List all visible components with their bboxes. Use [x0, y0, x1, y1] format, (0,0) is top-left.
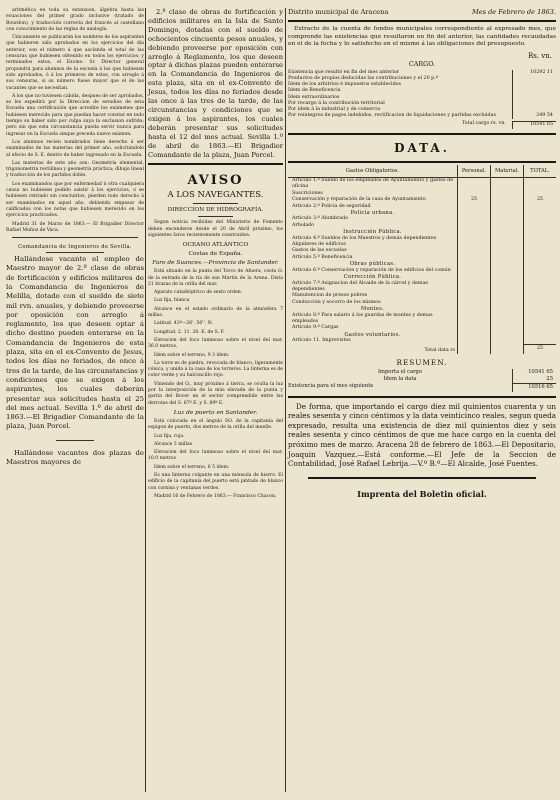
cargo-total-label: Total cargo rs. vn.: [461, 121, 506, 127]
paragraph: Ídem sobre el terreno, 6 5 ídem.: [154, 464, 230, 470]
lighthouse-description: [148, 269, 283, 407]
cargo-label: Productos de propios deducidas las contribuciones y el 20 p.º: [288, 75, 439, 81]
data-t-value: [524, 281, 557, 294]
navegantes-title: A LOS NAVEGANTES.: [167, 190, 264, 201]
data-item-label: Alquileres de edificios: [292, 242, 346, 248]
data-title: DATA.: [394, 140, 450, 155]
resumen-label: Ídem la data: [383, 376, 417, 383]
divider: [193, 203, 238, 204]
divider: [198, 216, 233, 217]
paragraph: Alcance en el estado ordinario de la atmósfera 7 millas.: [148, 306, 283, 319]
data-total-label: Total data rs: [424, 347, 455, 353]
data-item-label: Artículo 8.º Para salario á los guardas de montes y demas empleados: [292, 312, 433, 324]
divider: [56, 440, 94, 441]
divider: [308, 477, 536, 479]
direccion-heading: DIRECCION DE HIDROGRAFÍA.: [167, 207, 264, 214]
data-section-heading: Montes.: [360, 306, 385, 313]
data-section-heading: Policía urbana.: [350, 210, 395, 217]
cargo-value: 10292 11: [512, 70, 556, 76]
vacancy-notice-2: Hallándose vacantes dos plazas de Maestros mayores de: [6, 448, 144, 467]
lighthouse-title: Faro de Suances.—Provincia de Santander.: [152, 260, 279, 267]
cargo-label: Por reintegros de pagos indebidos, rectificacion de liquidaciones y partidas excluidas: [288, 113, 496, 119]
paragraph: Latitud. 43º—26'. 50''. N.: [154, 321, 213, 327]
paragraph: Es una linterna colgante en una ménsula de hierro. El edificio de la capitanía del puerto está pintado de blanco con cornisa y ventanas verdes.: [148, 473, 283, 491]
col-header-total: TOTAL.: [524, 165, 557, 178]
cargo-label: Ídem de los arbitrios é impuestos establecidos: [288, 82, 401, 88]
currency-header: Rs. vn.: [527, 51, 552, 60]
col-header-gastos: Gastos Obligatorios.: [288, 165, 458, 178]
column-2: [148, 8, 283, 502]
data-section-heading: Corrección Pública.: [343, 274, 402, 281]
cargo-table: [288, 70, 556, 120]
paragraph: Luz fija, roja.: [154, 433, 185, 439]
paragraph: Los alumnos recien nombrados tiene derecho á ser examinados de las materias del primer año, solicitándolo al efecto de S. E. dentro de haber ingresado en la Escuela.: [6, 139, 144, 158]
data-item-label: Arbolado: [292, 222, 315, 228]
data-item-label: Artículo 6.º Conservacion y reparación de los edificios del común: [292, 267, 451, 273]
exam-rules: [6, 8, 144, 234]
data-item-label: Artículo 1.º Sueldo de los empleados de Ayuntamiento y gastos de oficina: [292, 178, 454, 190]
data-total-value: 25: [524, 345, 557, 354]
column-divider: [145, 8, 146, 792]
divider: [288, 396, 556, 398]
column-divider: [285, 8, 286, 792]
resumen-title: RESUMEN.: [396, 357, 448, 367]
data-item-label: Gastos de las escuelas: [292, 248, 347, 254]
paragraph: Viniendo del O., muy próximo á tierra, se oculta la luz por la interposición de la más elevada de la punta y garita del Bocer en el sector comprendido entre las derrotas del S. 67º E. y S. 89º E.: [148, 381, 283, 406]
col-header-personal: Personal.: [458, 165, 491, 178]
account-extract: Extracto de la cuenta de fondos municipales correspondiente al expresado mes, que comprende las existencias que resultaron en fin del anterior, las cantidades recaudadas en el de la fecha y lo satisfecho en el mismo á las obligaciones del presupuesto.: [288, 26, 556, 48]
paragraph: Las materias de este año son: Geometría elemental, trigonometría rectilínea y geometría práctica; dibujo lineal y traducción de los partidos doble.: [6, 160, 144, 179]
cargo-value: 249 54: [512, 113, 556, 119]
paragraph: Elevacion del foco luminoso sobre el nivel del mar, 10.0 metros: [148, 450, 283, 462]
section-heading: Comandancia de Ingenieros de Sevilla.: [18, 244, 132, 251]
cargo-label: Ídem de Beneficencia: [288, 88, 341, 94]
paragraph: Está colocada en el ángulo SO. de la capitanía del espigon de puerto, dos metros de la orilla del muelle.: [148, 418, 283, 431]
divider: [288, 20, 556, 22]
data-item-label: Conservación y reparación de la casa de Ayuntamiento: [292, 197, 426, 203]
cargo-total-value: 10541 65: [512, 121, 556, 128]
data-item-label: Artículo 9.º Cargas: [292, 325, 339, 331]
data-section-heading: Obras públicas.: [349, 261, 396, 268]
divider: [12, 237, 138, 238]
data-m-value: [491, 178, 524, 191]
paragraph: Elevacion del foco luminoso sobre el nivel del mar, 36.0 metros,: [148, 337, 283, 350]
data-section-heading: Instrucción Pública.: [343, 229, 402, 236]
data-p-value: [458, 178, 491, 191]
harbor-light-title: Luz de puerto en Santander.: [173, 409, 258, 416]
printer-imprint: Imprenta del Boletin oficial.: [357, 488, 487, 499]
divider: [46, 252, 104, 253]
district-header: [288, 8, 556, 16]
data-item-label: Artículo 3.º Alumbrado: [292, 216, 349, 222]
data-p-value: [458, 313, 491, 326]
resumen-value: 10516 65: [512, 383, 556, 391]
divider: [288, 161, 556, 163]
resumen-label: Existencia para el mes siguiente: [288, 383, 374, 390]
data-t-value: 25: [524, 197, 557, 203]
paragraph: Á los que no tuviesen cabida, despues de ser aprobados, se les expedirá por la Direccion de estudios de esta Escuela una certificación que acredite los exámenes que hubiesen merecido para que puedan hacer constar en todo tiempo su haber sido por culpa suya la exclusion sufrida; pero sin que esta circunstancia pueda servir nunca para ingresar en la Escuela sinque preceda nuevo exámen.: [6, 93, 144, 137]
report-month: Mes de Febrero de 1863.: [471, 8, 556, 16]
data-m-value: [491, 281, 524, 294]
paragraph: Aparato catadióptrico de sexto orden.: [154, 290, 243, 296]
cargo-label: Existencia que resultó en fin del mes anterior: [288, 69, 400, 75]
coast-heading: Costas de España.: [188, 251, 243, 258]
aviso-intro: Segun noticia recibidas del Ministerio de Fomento deben encenderse desde el 20 de Abril próximo, los siguientes faros recientemente construidos.: [148, 220, 283, 238]
data-row: [288, 313, 556, 326]
data-item-label: Artículo 7.º Asignacion del Alcaide de la cárcel y demas dependientes: [292, 280, 428, 292]
col-header-material: Material.: [491, 165, 524, 178]
data-item-label: Artículo 11. Imprevistos: [292, 338, 351, 344]
cargo-label: Por recargo á la contribución territorial: [288, 100, 385, 106]
harbor-light-description: [148, 419, 283, 500]
district-name: Distrito municipal de Aracena: [288, 8, 389, 16]
aviso-title: AVISO: [187, 173, 244, 189]
data-row: [288, 178, 556, 191]
data-p-value: 25: [458, 197, 491, 203]
ocean-heading: OCEANO ATLÁNTICO: [182, 242, 249, 249]
vacancy-notice: Hallándose vacante el empleo de Maestro mayor de 2.ª clase de obras de fortificación y edificios militares de la Comandancia de Ingenieros de Melilla, dotado con el sueldo de siete mil rvn. anuales, y debiendo proveerse por oposición con arreglo á reglamento, los que deseen optar á dicho destino pueden enterarse en la Comandancia de Ingenieros de esta plaza, sita en el ex-Convento de Jesus, todos los días no feriados, de once á tres de la tarde, de las circunstancias y condiciones que se exigen á los aspirantes, los cuales deberán presentar sus solicitudes hasta el 25 del mes actual. Sevilla 1.º de abril de 1863.—El Brigadier Comandante de la plaza, Juan Porcel.: [6, 255, 144, 431]
cargo-row: [288, 113, 556, 119]
data-item-label: Manutencion de presos pobres: [292, 293, 368, 299]
cargo-total: [288, 121, 556, 128]
divider: [288, 133, 556, 135]
paragraph: Longitud. 2. 11. 20. E. de S. F.: [154, 329, 225, 335]
cargo-title: CARGO.: [408, 59, 436, 68]
data-m-value: [491, 313, 524, 326]
paragraph: Madrid 16 de Febrero de 1863.— Francisco Chacon.: [154, 493, 277, 499]
data-row: [288, 281, 556, 294]
data-total-row: [288, 345, 556, 354]
paragraph: Ídem sobre el terreno, 9 3 ídem.: [154, 352, 230, 358]
closing-statement: De forma, que importando el cargo diez mil quinientos cuarenta y un reales sesenta y cinco céntimos y la data veinticinco reales, segun queda expresado, resulta una existencia de diez mil quinientos diez y seis reales sesenta y cinco céntimos de que me hace cargo en la cuenta del próximo mes de marzo. Aracena 28 de febrero de 1863.—El Depositario, Joaquin Vazquez.—Está conforme.—El Jefe de la Seccion de Contabilidad, José Rafael Lebrija.—V.º B.º—El Alcalde, José Fuentes.: [288, 401, 556, 469]
resumen-table: [288, 369, 556, 392]
resumen-value: 25: [512, 376, 556, 383]
column-1: [6, 8, 144, 467]
resumen-value: 10541 65: [512, 369, 556, 376]
paragraph: La torre es de piedra, revocada de blanco, ligeramente cónica, y unida á la casa de los torreros. La linterna es de color verde y su balconcillo rojo.: [148, 360, 283, 379]
resumen-row: [288, 383, 556, 391]
resumen-row: [288, 369, 556, 376]
data-item-label: Artículo 5.º Beneficencia: [292, 254, 353, 260]
data-t-value: [524, 313, 557, 326]
data-item-label: Artículo 2.º Policía de seguridad: [292, 203, 371, 209]
resumen-row: [288, 376, 556, 383]
paragraph: Luz fija, blanca: [154, 298, 190, 304]
paragraph: Alcance 3 millas: [154, 441, 193, 447]
vacancy-notice-continued: 2.ª clase de obras de fortificación y edificios militares en la Isla de Santo Domingo, dotadas con el sueldo de ochocientos cincuenta pesos anuales, y debiendo proveerse por oposición con arreglo á Reglamento, los que deseen optar á dichas plazas pueden enterarse en la Comandancia de Ingenieros de esta plaza, sita en el ex-Convento de Jesus, todos los días no feriados desde las once á las tres de la tarde, de las circunstancias y condiciones que se exigen á los aspirantes, los cuales deberán presentar sus solicitudes hasta el 12 del mes actual. Sevilla 1.º de abril de 1863.—El Brigadier Comandante de la plaza, Juan Porcel.: [148, 8, 283, 159]
data-table: [288, 165, 556, 354]
divider: [148, 163, 283, 165]
data-item-label: Conducción y socorro de los mismos: [292, 299, 381, 305]
paragraph: aritmética en toda su extension, álgebra hasta las ecuaciones del primer grado inclusive (tratado de Bourdon), y traducción correcta del francés al castellano con conocimiento de las reglas de analogía.: [6, 8, 144, 32]
resumen-label: Importa el cargo: [377, 368, 423, 375]
data-p-value: [458, 281, 491, 294]
paragraph: Está situado en la punta del Torco de Afuera, costa O. de la entrada de la ría de san Martin de la Arena. Dista 21 brazas de la orilla del mar.: [148, 269, 283, 287]
data-item-label: Suscriciones: [292, 190, 323, 196]
data-item-label: Artículo 4.º Sueldos de los Maestros y demás dependientes: [292, 235, 437, 241]
data-section-heading: Gastos voluntarios.: [344, 331, 401, 338]
paragraph: Madrid 31 de Marzo de 1863.— El Brigadier Director Rafael Muñoz de Vaca.: [6, 221, 144, 233]
data-t-value: [524, 178, 557, 191]
paragraph: Únicamente se publicarán los nombres de los aspirantes que hubieren sido aprobados en los ejercicios del día anterior, con el número á que ascienda el total de las censuras que hubiesen obtenido en todos los ejercicios; y terminados estos, el Excmo. Sr. Director general propondrá para alumnos de la escuela á los que hubiesen sido aprobados, ó á los primeros de estos, con arreglo á sus censuras, si su número fuese mayor que el de las vacantes que se necesitan.: [6, 35, 144, 91]
column-3: [288, 8, 556, 499]
cargo-label: Por ídem á la industrial y de comercio: [288, 107, 381, 112]
paragraph: Los examinandos que por enfermedad ú otra cualquiera causa no hubiesen podido asistir á los ejercicios, ó se hubiesen retirado sin concluirlos, pierden todo derecho á ser examinados en aquel año, debiendo empezar de calificados con los notas que hubiesen merecido en los ejercicios practicados.: [6, 181, 144, 219]
cargo-label: Ídem extraordinarios: [288, 94, 340, 100]
